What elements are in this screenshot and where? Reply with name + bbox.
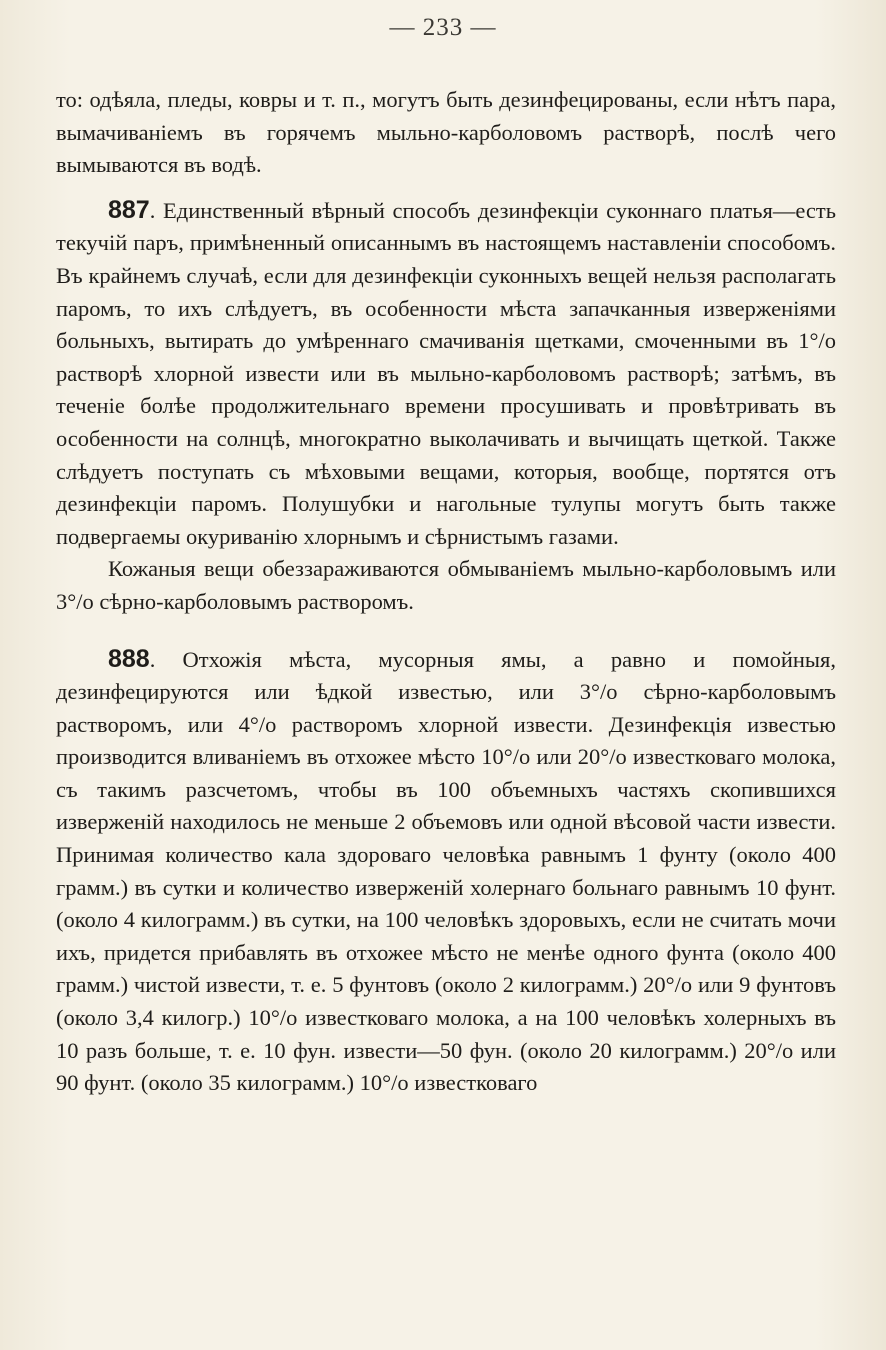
- paragraph-leather: [56, 553, 836, 618]
- paragraph-text: . Отхожія мѣста, мусорныя ямы, а равно и помойныя, дезинфецируются или ѣдкой известью, или 3°/о сѣрно-карболовымъ растворомъ, или 4°/о растворомъ хлорной извести. Дезинфекція известью производится вливаніемъ въ отхожее мѣсто 10°/о или 20°/о известковаго молока, съ такимъ разсчетомъ, чтобы въ 100 объемныхъ частяхъ скопившихся изверженій находилось не меньше 2 объемовъ или одной вѣсовой части извести. Принимая количество кала здороваго человѣка равнымъ 1 фунту (около 400 грамм.) въ сутки и количество изверженій холернаго больнаго равнымъ 10 фунт. (около 4 килограмм.) въ сутки, на 100 человѣкъ здоровыхъ, если не считать мочи ихъ, придется прибавлять въ отхожее мѣсто не менѣе одного фунта (около 400 грамм.) чистой извести, т. е. 5 фунтовъ (около 2 килограмм.) 20°/о или 9 фунтовъ (около 3,4 килогр.) 10°/о известковаго молока, а на 100 человѣкъ холерныхъ въ 10 разъ больше, т. е. 10 фун. извести—50 фун. (около 20 килограмм.) 20°/о или 90 фунт. (около 35 килограмм.) 10°/о известковаго: [56, 646, 836, 1096]
- page-body: [56, 84, 836, 1100]
- page-number: — 233 —: [389, 14, 497, 41]
- paragraph-887: [56, 194, 836, 554]
- paragraph-text: то: одѣяла, пледы, ковры и т. п., могутъ быть дезинфецированы, если нѣтъ пара, вымачиваніемъ въ горячемъ мыльно-карболовомъ растворѣ, послѣ чего вымываются въ водѣ.: [56, 87, 836, 178]
- paragraph-888: [56, 643, 836, 1100]
- paragraph-text: Кожаныя вещи обеззараживаются обмываніемъ мыльно-карболовымъ или 3°/о сѣрно-карболовымъ растворомъ.: [56, 556, 836, 614]
- paragraph-text: . Единственный вѣрный способъ дезинфекціи суконнаго платья—есть текучій паръ, примѣненный описаннымъ въ настоящемъ наставленіи способомъ. Въ крайнемъ случаѣ, если для дезинфекціи суконныхъ вещей нельзя располагать паромъ, то ихъ слѣдуетъ, въ особенности мѣста запачканныя изверженіями больныхъ, вытирать до умѣреннаго смачиванія щетками, смоченными въ 1°/о растворѣ хлорной извести или въ мыльно-карболовомъ растворѣ; затѣмъ, въ теченіе болѣе продолжительнаго времени просушивать и провѣтривать въ особенности на солнцѣ, многократно выколачивать и вычищать щеткой. Также слѣдуетъ поступать съ мѣховыми вещами, которыя, вообще, портятся отъ дезинфекціи паромъ. Полушубки и нагольные тулупы могутъ быть также подвергаемы окуриванію хлорнымъ и сѣрнистымъ газами.: [56, 197, 836, 549]
- section-number: 887: [108, 195, 150, 224]
- section-number: 888: [108, 644, 150, 673]
- paragraph-continuation: [56, 84, 836, 182]
